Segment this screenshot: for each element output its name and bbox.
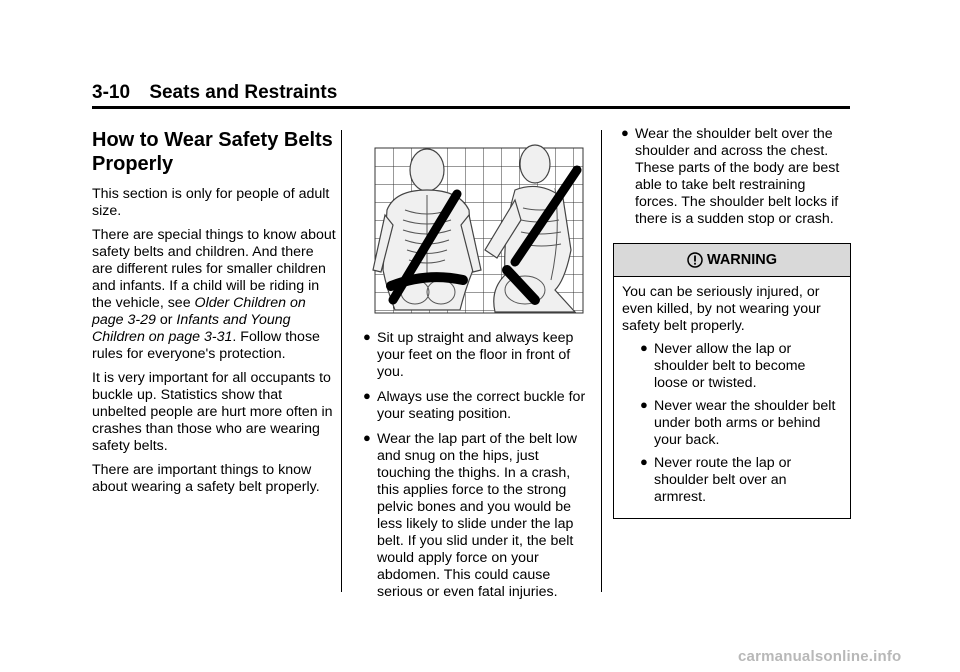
section-title: How to Wear Safety Belts Properly [92,129,333,175]
paragraph-adult-size: This section is only for people of adult size. [92,186,330,219]
bullet-icon: ● [640,397,648,412]
list-item [355,389,590,423]
bullet-icon: ● [640,340,648,355]
list-item-text: Sit up straight and always keep your feet on the floor in front of you. [377,330,574,380]
list-item-text: Wear the lap part of the belt low and snug on the hips, just touching the thighs. In a crash, this applies force to the strong pelvic bones and you would be less likely to slide under the lap belt. If you slid under it, the belt would apply force on your abdomen. This could cause serious or even fatal injuries. [377,431,578,600]
paragraph-children-text: There are special things to know about safety belts and children. And there are different rules for smaller children and infants. If a child will be riding in the vehicle, see [92,227,336,311]
list-item [622,341,842,392]
link-infants-young-children[interactable]: Infants and Young Children on page 3-31 [92,312,291,345]
chapter-title: Seats and Restraints [149,82,338,103]
paragraph-children-end: . Follow those rules for everyone's protection. [92,329,320,362]
paragraph-children [92,227,337,363]
warning-intro: You can be seriously injured, or even killed, by not wearing your safety belt properly. [622,284,821,334]
paragraph-children-or: or [155,312,177,328]
safety-belt-skeleton-illustration [365,140,587,315]
warning-body [614,277,850,518]
warning-box [613,243,851,519]
list-item [613,126,851,228]
watermark: carmanualsonline.info [738,648,902,665]
column-divider-right [601,130,602,592]
list-item-text: Never allow the lap or shoulder belt to become loose or twisted. [654,341,806,391]
bullet-icon: ● [363,329,371,344]
list-item-text: Never wear the shoulder belt under both arms or behind your back. [654,398,836,448]
bullet-icon: ● [621,125,629,140]
list-item [355,330,590,381]
list-item [622,398,842,449]
list-item-text: Never route the lap or shoulder belt over an armrest. [654,455,792,505]
paragraph-statistics: It is very important for all occupants to buckle up. Statistics show that unbelted people are hurt more often in crashes than those who are wearing safety belts. [92,370,333,454]
warning-title: WARNING [706,252,778,268]
bullet-icon: ● [363,388,371,403]
list-item-text: Wear the shoulder belt over the shoulder and across the chest. These parts of the body are best able to take belt restraining forces. The shoulder belt locks if there is a sudden stop or crash. [635,126,840,227]
bullet-icon: ● [363,430,371,445]
column-1 [92,128,337,503]
link-older-children[interactable]: Older Children on page 3-29 [92,295,306,328]
bullet-list-shoulder [613,126,851,228]
warning-circle-icon [687,252,703,268]
warning-bullet-list [622,341,842,506]
column-3 [613,126,851,519]
bullet-icon: ● [640,454,648,469]
page-header [92,82,850,109]
column-divider-left [341,130,342,592]
column-2 [355,140,590,609]
paragraph-important-things: There are important things to know about wearing a safety belt properly. [92,462,320,495]
list-item-text: Always use the correct buckle for your seating position. [377,389,586,422]
list-item [355,431,590,601]
list-item [622,455,842,506]
warning-header [614,244,850,277]
page-number: 3-10 [92,82,131,103]
bullet-list-posture [355,330,590,601]
